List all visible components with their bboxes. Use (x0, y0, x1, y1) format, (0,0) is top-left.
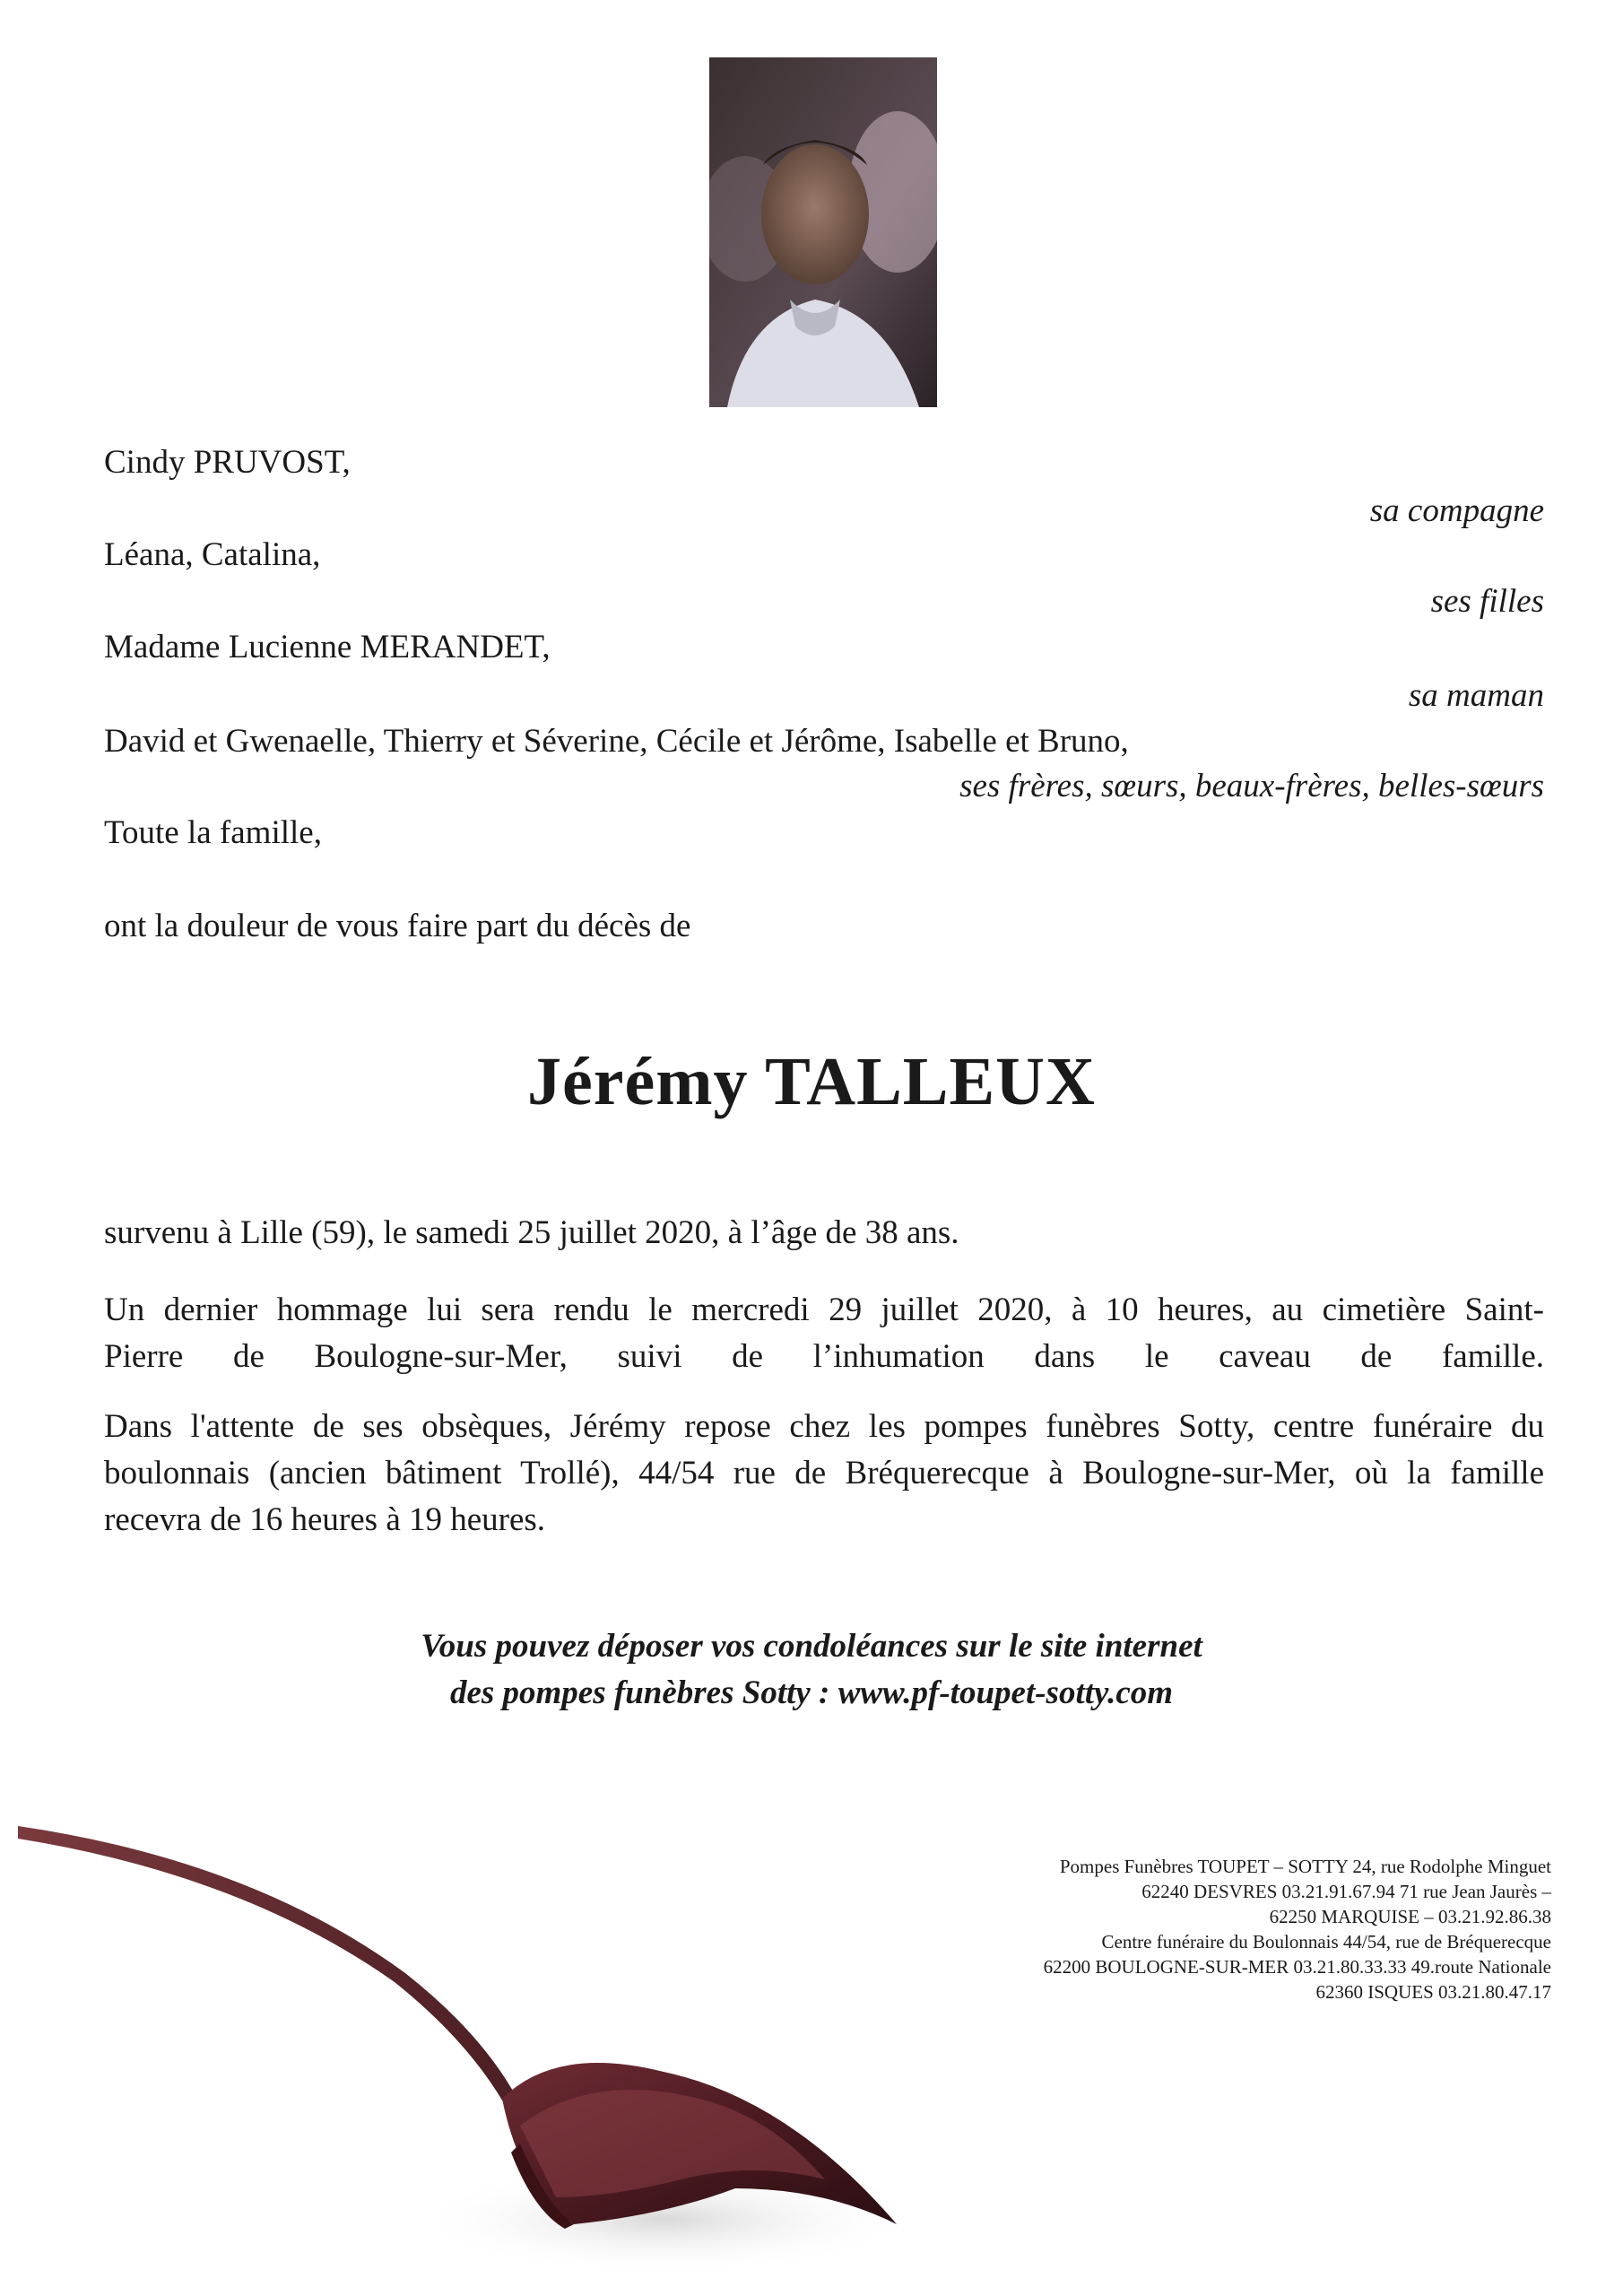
wake-line-2: boulonnais (ancien bâtiment Trollé), 44/54 rue de Bréquerecque à Boulogne-sur-Mer, où la famille (104, 1455, 1544, 1492)
condolences-line-2: des pompes funèbres Sotty : www.pf-toupet-sotty.com (449, 1674, 1174, 1711)
family-relation-2: ses filles (1430, 583, 1544, 620)
deceased-name: Jérémy TALLEUX (527, 1044, 1096, 1119)
footer-line-6: 62360 ISQUES 03.21.80.47.17 (1315, 1981, 1551, 2003)
wake-line-1: Dans l'attente de ses obsèques, Jérémy repose chez les pompes funèbres Sotty, centre funéraire du (104, 1408, 1544, 1445)
family-name-3: Madame Lucienne MERANDET, (104, 629, 551, 665)
portrait-photo (709, 57, 937, 407)
portrait-image (709, 57, 937, 407)
ceremony-paragraph (104, 1287, 1544, 1380)
ceremony-line-2: Pierre de Boulogne-sur-Mer, suivi de l’inhumation dans le caveau de famille. (104, 1338, 1544, 1375)
footer-line-4: Centre funéraire du Boulonnais 44/54, rue de Bréquerecque (1101, 1931, 1551, 1952)
death-info: survenu à Lille (59), le samedi 25 juillet 2020, à l’âge de 38 ans. (104, 1214, 959, 1251)
wake-line-3: recevra de 16 heures à 19 heures. (104, 1501, 546, 1538)
footer-line-3: 62250 MARQUISE – 03.21.92.86.38 (1269, 1906, 1551, 1927)
family-name-2: Léana, Catalina, (104, 536, 321, 573)
footer-line-5: 62200 BOULOGNE-SUR-MER 03.21.80.33.33 49.route Nationale (1043, 1956, 1551, 1978)
wake-paragraph (104, 1404, 1544, 1544)
family-relation-3: sa maman (1408, 677, 1544, 714)
footer-line-1: Pompes Funèbres TOUPET – SOTTY 24, rue Rodolphe Minguet (1059, 1856, 1551, 1877)
condolences-block (0, 1623, 1623, 1717)
footer-line-2: 62240 DESVRES 03.21.91.67.94 71 rue Jean Jaurès – (1141, 1881, 1551, 1902)
announcement-text: ont la douleur de vous faire part du décès de (104, 908, 691, 944)
calla-lily-illustration (18, 1803, 915, 2296)
family-relation-1: sa compagne (1369, 492, 1544, 529)
family-name-5: Toute la famille, (104, 814, 322, 851)
family-relation-4: ses frères, sœurs, beaux-frères, belles-sœurs (959, 768, 1544, 804)
funeral-home-contacts (924, 1854, 1551, 2005)
ceremony-line-1: Un dernier hommage lui sera rendu le mercredi 29 juillet 2020, à 10 heures, au cimetière Saint- (104, 1292, 1544, 1328)
family-name-1: Cindy PRUVOST, (104, 444, 351, 481)
family-name-4: David et Gwenaelle, Thierry et Séverine, Cécile et Jérôme, Isabelle et Bruno, (104, 723, 1129, 760)
condolences-line-1: Vous pouvez déposer vos condoléances sur le site internet (421, 1628, 1202, 1665)
